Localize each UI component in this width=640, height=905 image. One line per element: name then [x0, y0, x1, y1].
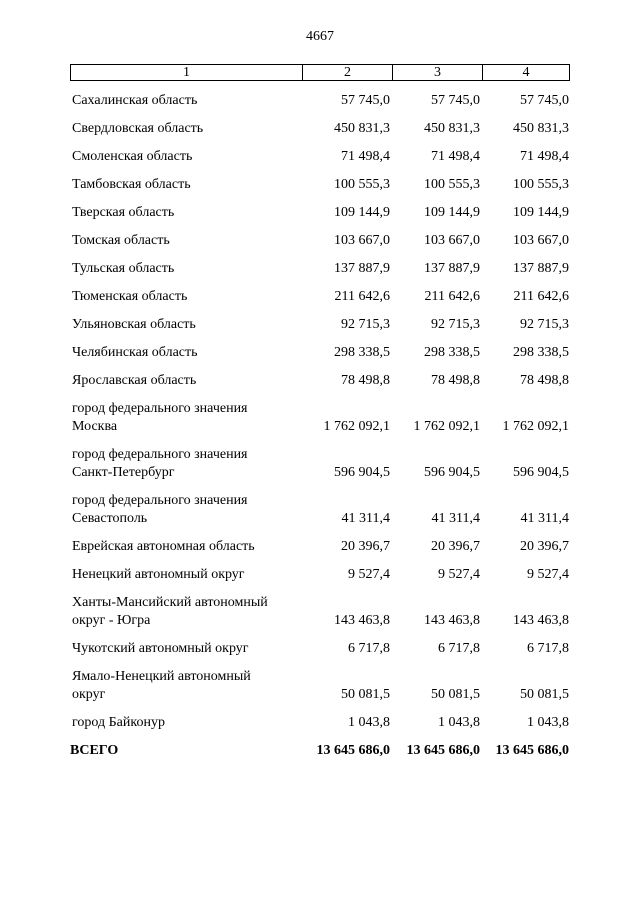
table-row	[70, 528, 570, 556]
table-row	[70, 110, 570, 138]
value-col-2: 143 463,8	[334, 613, 390, 628]
region-name	[70, 446, 302, 482]
value-col-3: 450 831,3	[424, 121, 480, 136]
value-col-2: 6 717,8	[348, 641, 390, 656]
value-col-2: 109 144,9	[334, 205, 390, 220]
value-col-4: 78 498,8	[520, 373, 569, 388]
value-col-3: 71 498,4	[431, 149, 480, 164]
value-col-2: 298 338,5	[334, 345, 390, 360]
value-col-4: 211 642,6	[513, 289, 569, 304]
region-name-line1: Ульяновская область	[72, 317, 196, 332]
value-col-2: 211 642,6	[334, 289, 390, 304]
region-name	[70, 372, 302, 390]
value-col-4: 596 904,5	[513, 465, 569, 480]
region-name	[70, 566, 302, 584]
value-col-3: 50 081,5	[431, 687, 480, 702]
value-col-2: 1 043,8	[348, 715, 390, 730]
column-header-1: 1	[71, 65, 303, 80]
region-name-line1: Еврейская автономная область	[72, 539, 255, 554]
region-name-line1: Тульская область	[72, 261, 175, 276]
table-row	[70, 194, 570, 222]
value-col-4: 20 396,7	[520, 539, 569, 554]
region-name	[70, 492, 302, 528]
value-col-2: 71 498,4	[341, 149, 390, 164]
value-col-3: 1 762 092,1	[413, 419, 480, 434]
region-name-line1: Ханты-Мансийский автономный	[72, 595, 268, 610]
table-row	[70, 658, 570, 704]
value-col-2: 50 081,5	[341, 687, 390, 702]
table-row	[70, 436, 570, 482]
value-col-2: 92 715,3	[341, 317, 390, 332]
region-name	[70, 176, 302, 194]
value-col-2: 1 762 092,1	[323, 419, 390, 434]
value-col-4: 450 831,3	[513, 121, 569, 136]
region-name-line1: Тюменская область	[72, 289, 188, 304]
value-col-2: 137 887,9	[334, 261, 390, 276]
region-name	[70, 714, 302, 732]
region-name	[70, 260, 302, 278]
value-col-2: 57 745,0	[341, 93, 390, 108]
value-col-2: 9 527,4	[348, 567, 390, 582]
region-name-line2: Санкт-Петербург	[72, 465, 175, 480]
value-col-3: 211 642,6	[424, 289, 480, 304]
value-col-3: 109 144,9	[424, 205, 480, 220]
region-name	[70, 316, 302, 334]
table-row	[70, 630, 570, 658]
region-name-line1: Ненецкий автономный округ	[72, 567, 245, 582]
table-body	[70, 82, 570, 760]
region-name	[70, 92, 302, 110]
value-col-3: 20 396,7	[431, 539, 480, 554]
total-value-col-2: 13 645 686,0	[316, 743, 390, 758]
column-header-3: 3	[393, 65, 483, 80]
value-col-3: 57 745,0	[431, 93, 480, 108]
region-name-line2: Москва	[72, 419, 118, 434]
value-col-2: 450 831,3	[334, 121, 390, 136]
region-name-line1: Челябинская область	[72, 345, 198, 360]
region-name	[70, 400, 302, 436]
table-row	[70, 250, 570, 278]
value-col-3: 103 667,0	[424, 233, 480, 248]
value-col-3: 100 555,3	[424, 177, 480, 192]
region-name-line1: Тверская область	[72, 205, 175, 220]
region-name	[70, 204, 302, 222]
region-name-line1: Сахалинская область	[72, 93, 198, 108]
value-col-4: 41 311,4	[520, 511, 569, 526]
column-header-2: 2	[303, 65, 393, 80]
region-name-line1: Ямало-Ненецкий автономный	[72, 669, 251, 684]
value-col-2: 78 498,8	[341, 373, 390, 388]
value-col-4: 92 715,3	[520, 317, 569, 332]
value-col-4: 1 043,8	[527, 715, 569, 730]
value-col-4: 143 463,8	[513, 613, 569, 628]
table-row	[70, 334, 570, 362]
total-value-col-4: 13 645 686,0	[495, 743, 569, 758]
value-col-3: 137 887,9	[424, 261, 480, 276]
value-col-3: 6 717,8	[438, 641, 480, 656]
table-row	[70, 362, 570, 390]
value-col-4: 6 717,8	[527, 641, 569, 656]
table-header	[70, 64, 570, 81]
region-name-line2: округ - Югра	[72, 613, 151, 628]
region-name-line1: Тамбовская область	[72, 177, 191, 192]
column-header-4: 4	[522, 65, 530, 80]
region-name-line1: город федерального значения	[72, 401, 248, 416]
region-name	[70, 594, 302, 630]
region-name-line2: округ	[72, 687, 106, 702]
total-row	[70, 732, 570, 760]
region-name-line1: Чукотский автономный округ	[72, 641, 249, 656]
region-name	[70, 344, 302, 362]
region-name	[70, 538, 302, 556]
table-row	[70, 390, 570, 436]
value-col-3: 41 311,4	[431, 511, 480, 526]
table-row	[70, 556, 570, 584]
table-row	[70, 482, 570, 528]
region-name	[70, 232, 302, 250]
region-name	[70, 640, 302, 658]
table-row	[70, 222, 570, 250]
region-name-line1: Свердловская область	[72, 121, 204, 136]
value-col-4: 100 555,3	[513, 177, 569, 192]
value-col-4: 50 081,5	[520, 687, 569, 702]
total-value-col-3: 13 645 686,0	[406, 743, 480, 758]
table-row	[70, 704, 570, 732]
region-name-line2: Севастополь	[72, 511, 148, 526]
region-name-line1: Томская область	[72, 233, 170, 248]
value-col-4: 57 745,0	[520, 93, 569, 108]
region-name-line1: город Байконур	[72, 715, 165, 730]
table-row	[70, 584, 570, 630]
region-name	[70, 120, 302, 138]
value-col-4: 137 887,9	[513, 261, 569, 276]
value-col-3: 298 338,5	[424, 345, 480, 360]
value-col-3: 9 527,4	[438, 567, 480, 582]
value-col-2: 596 904,5	[334, 465, 390, 480]
value-col-3: 78 498,8	[431, 373, 480, 388]
value-col-2: 20 396,7	[341, 539, 390, 554]
page-number: 4667	[306, 29, 334, 44]
region-name	[70, 148, 302, 166]
table-row	[70, 166, 570, 194]
value-col-2: 100 555,3	[334, 177, 390, 192]
region-name	[70, 288, 302, 306]
value-col-4: 103 667,0	[513, 233, 569, 248]
table-row	[70, 138, 570, 166]
table-row	[70, 278, 570, 306]
value-col-2: 103 667,0	[334, 233, 390, 248]
table-row	[70, 306, 570, 334]
value-col-4: 1 762 092,1	[502, 419, 569, 434]
value-col-4: 71 498,4	[520, 149, 569, 164]
value-col-4: 9 527,4	[527, 567, 569, 582]
region-name-line1: город федерального значения	[72, 493, 248, 508]
region-name-line1: город федерального значения	[72, 447, 248, 462]
value-col-4: 109 144,9	[513, 205, 569, 220]
region-name-line1: Ярославская область	[72, 373, 197, 388]
value-col-2: 41 311,4	[341, 511, 390, 526]
value-col-3: 1 043,8	[438, 715, 480, 730]
table-row	[70, 82, 570, 110]
value-col-3: 143 463,8	[424, 613, 480, 628]
total-label: ВСЕГО	[70, 743, 119, 758]
region-name-line1: Смоленская область	[72, 149, 193, 164]
value-col-3: 596 904,5	[424, 465, 480, 480]
region-name	[70, 668, 302, 704]
value-col-4: 298 338,5	[513, 345, 569, 360]
value-col-3: 92 715,3	[431, 317, 480, 332]
